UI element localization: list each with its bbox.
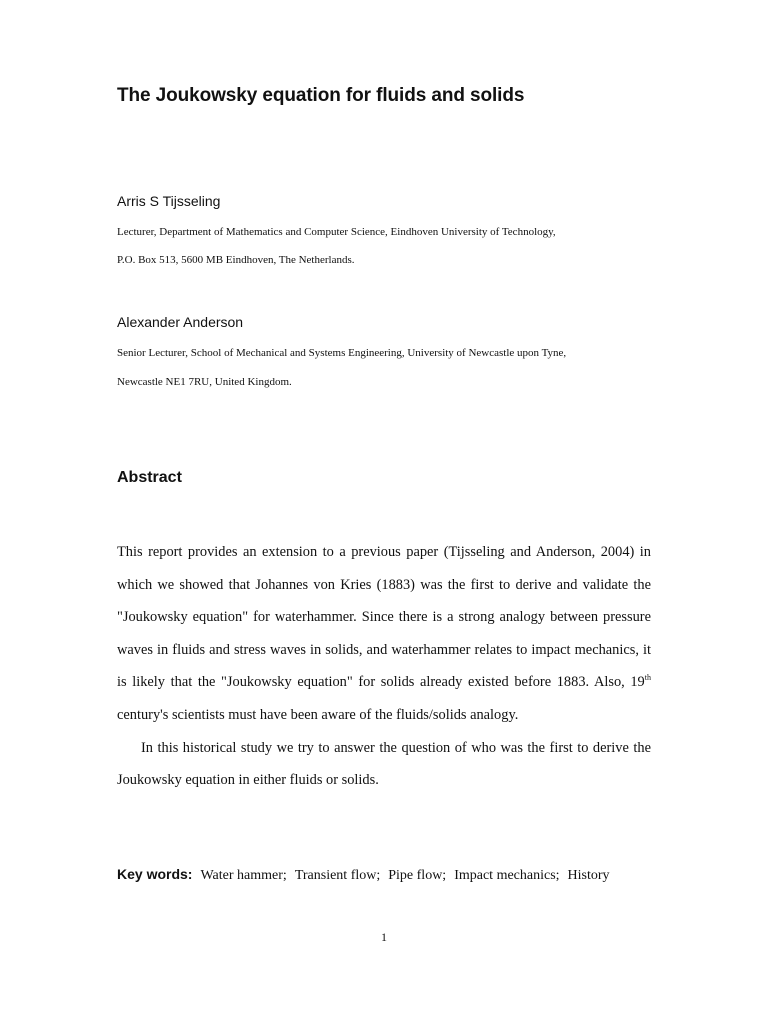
author-2-affiliation-line-2: Newcastle NE1 7RU, United Kingdom. — [117, 376, 292, 388]
abstract-paragraph-1-text: This report provides an extension to a previous paper (Tijsseling and Anderson, 2004) in which we showed that Johannes von Kries (1883) was the first to derive and validate the "Joukowsky equation" for waterhammer. Since there is a strong analogy between pressure waves in fluids and stress waves in solids, and waterhammer relates to impact mechanics, it is likely that the "Joukowsky equation" for solids already existed before 1883. Also, 19 — [117, 544, 651, 691]
abstract-paragraph-1-text-continued: century's scientists must have been aware of the fluids/solids analogy. — [117, 706, 519, 723]
abstract-heading: Abstract — [117, 469, 182, 486]
keywords-line — [117, 866, 610, 884]
keyword-item: Pipe flow; — [388, 868, 447, 883]
page-number: 1 — [381, 930, 387, 944]
author-1-affiliation-line-2: P.O. Box 513, 5600 MB Eindhoven, The Netherlands. — [117, 254, 355, 266]
paper-title: The Joukowsky equation for fluids and solids — [117, 85, 525, 106]
keyword-item: Impact mechanics; — [454, 868, 560, 883]
keyword-item: History — [567, 868, 610, 883]
ordinal-superscript: th — [644, 673, 651, 683]
author-1-affiliation-line-1: Lecturer, Department of Mathematics and Computer Science, Eindhoven University of Technology, — [117, 226, 556, 238]
author-name-2: Alexander Anderson — [117, 314, 244, 330]
keyword-item: Water hammer; — [200, 868, 287, 883]
keyword-item: Transient flow; — [294, 868, 381, 883]
abstract-paragraph-2: In this historical study we try to answer the question of who was the first to derive the Joukowsky equation in either fluids or solids. — [117, 739, 651, 789]
author-2-affiliation-line-1: Senior Lecturer, School of Mechanical and Systems Engineering, University of Newcastle upon Tyne, — [117, 347, 567, 359]
keywords-label: Key words: — [117, 866, 193, 882]
abstract-paragraph-1 — [117, 536, 651, 732]
abstract-body — [117, 536, 651, 797]
author-name-1: Arris S Tijsseling — [117, 193, 221, 209]
